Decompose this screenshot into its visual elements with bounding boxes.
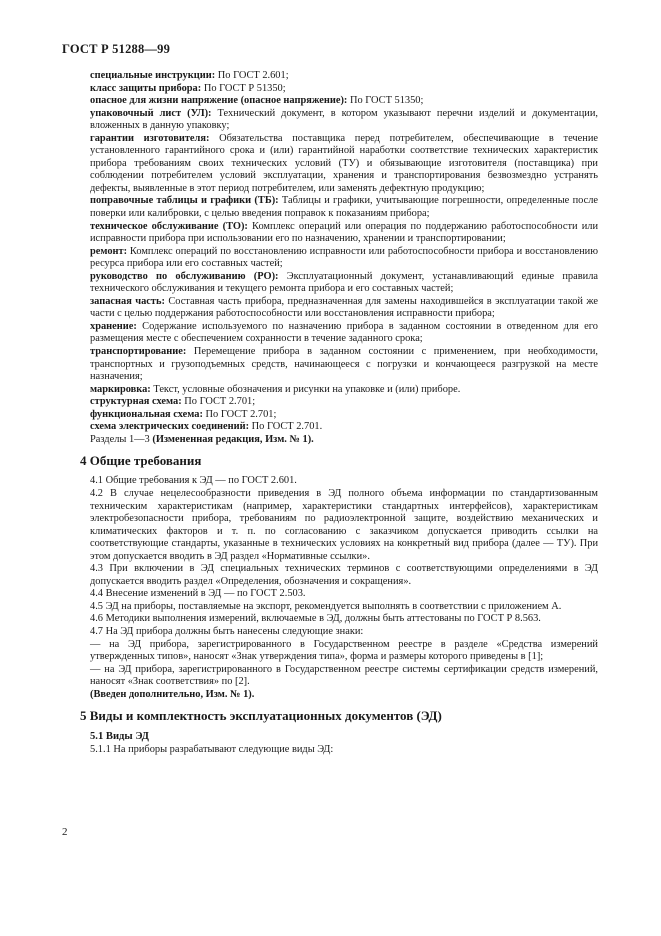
definition-text: Комплекс операций или операция по поддержанию работоспособности или исправности прибора при использовании его по назначению, хранении и транспортировании; [90,220,598,245]
section-4-paragraph: 4.1 Общие требования к ЭД — по ГОСТ 2.601. [90,475,297,487]
definition-text: Комплекс операций по восстановлению исправности или работоспособности прибора и восстановлению ресурса прибора или его составных частей; [90,245,598,270]
section-4-paragraph: 4.4 Внесение изменений в ЭД — по ГОСТ 2.503. [90,588,306,600]
definition-item [90,271,598,296]
definition-text: Эксплуатационный документ, устанавливающий единые правила технического обслуживания и текущего ремонта прибора и его составных частей; [90,270,598,295]
document-header: ГОСТ Р 51288—99 [62,42,171,56]
definition-text: По ГОСТ 2.701; [202,408,277,420]
section-4-note: (Введен дополнительно, Изм. № 1). [90,688,255,700]
definition-text: Составная часть прибора, предназначенная для замены находившейся в эксплуатации такой же части с целью поддержания работоспособности или восстановления исправности прибора; [90,295,598,320]
definition-text: Содержание используемого по назначению прибора в заданном состоянии в отведенном для его размещения месте с обеспечением сохранности в течение заданного срока; [90,320,598,345]
definition-text: По ГОСТ 2.701. [249,421,323,433]
definition-item [90,70,598,83]
document-body [80,70,599,757]
sections-note: Разделы 1—3 (Измененная редакция, Изм. № 1). [90,433,314,445]
section-4-paragraph: 4.7 На ЭД прибора должны быть нанесены следующие знаки: [90,625,364,637]
section-5-title: 5 Виды и комплектность эксплуатационных документов (ЭД) [80,708,442,724]
definition-term: упаковочный лист (УЛ): [90,107,212,119]
definition-item [90,95,598,108]
definition-text: По ГОСТ 51350; [347,95,424,107]
definition-item [90,246,598,271]
section-4-paragraph: — на ЭД прибора, зарегистрированного в Государственном реестре системы сертификации средств измерений, наносят «Знак соответствия» по [2]. [90,663,598,688]
definition-term: схема электрических соединений: [90,421,250,433]
definition-term: маркировка: [90,383,151,395]
definition-item [90,384,598,397]
definition-text: Технический документ, в котором указывают перечни изделий и документации, вложенных в данную упаковку; [90,107,598,132]
definition-item [90,296,598,321]
definition-term: структурная схема: [90,396,182,408]
definition-item [90,108,598,133]
definition-item [90,83,598,96]
definition-term: функциональная схема: [90,408,203,420]
definition-term: хранение: [90,320,137,332]
definition-text: По ГОСТ Р 51350; [201,82,286,94]
definition-text: Текст, условные обозначения и рисунки на упаковке и (или) приборе. [150,383,461,395]
definition-term: специальные инструкции: [90,70,216,81]
definition-item [90,221,598,246]
definition-item [90,321,598,346]
page-number: 2 [62,826,68,838]
definition-item [90,396,598,409]
definition-item [90,421,598,434]
definition-term: транспортирование: [90,346,187,358]
definition-text: Обязательства поставщика перед потребителем, обеспечивающие в течение установленного гарантийного срока и (или) гарантийной наработки соответствие технических характеристик прибора требованиям своих технических условий (ТУ) и обязывающие изготовителя (поставщика) при соблюдении потребителем условий эксплуатации, хранения и транспортирования безвозмездно устранять дефекты, выявленные в этот период потребителем, или заменять дефектную продукцию; [90,132,599,194]
definition-term: гарантии изготовителя: [90,132,210,144]
definition-term: техническое обслуживание (ТО): [90,220,248,232]
section-4-paragraph: 4.5 ЭД на приборы, поставляемые на экспорт, рекомендуется выполнять в соответствии с приложением А. [90,600,562,612]
section-4-paragraph: 4.6 Методики выполнения измерений, включаемые в ЭД, должны быть аттестованы по ГОСТ Р 8.563. [90,613,541,625]
definition-item [90,346,598,384]
definition-text: По ГОСТ 2.701; [181,396,256,408]
definition-term: запасная часть: [90,295,165,307]
section-4-title: 4 Общие требования [80,453,202,469]
section-4-paragraph: — на ЭД прибора, зарегистрированного в Государственном реестре в разделе «Средства измерений утвержденных типов», наносят «Знак утверждения типа», форма и размеры которого приведены в [1]; [90,638,598,663]
definition-item [90,195,598,220]
section-5-1-1: 5.1.1 На приборы разрабатывают следующие виды ЭД: [90,744,334,756]
definition-term: ремонт: [90,245,128,257]
definition-text: По ГОСТ 2.601; [215,70,289,81]
section-4-paragraph: 4.3 При включении в ЭД специальных технических терминов с соответствующими определениями в ЭД допускается вводить раздел «Определения, обозначения и сокращения». [90,563,598,587]
section-4-paragraph: 4.2 В случае нецелесообразности приведения в ЭД полного объема информации по стандартизованным техническим характеристикам (например, характеристики стандартных интерфейсов), характеристикам электробезопасности прибора, требованиям по радиоэлектронной защите, воздействию механических и климатических факторов и т. п. по согласованию с заказчиком допускается приводить ссылки на соответствующие стандарты, указанные в технических условиях на конкретный вид прибора (далее — ТУ). При этом допускается вводить в ЭД раздел «Нормативные ссылки». [90,487,598,562]
section-5-1-title: 5.1 Виды ЭД [90,731,149,743]
section-4-paragraphs [90,475,598,688]
definitions-list [90,70,598,434]
definition-text: Таблицы и графики, учитывающие погрешности, определенные после поверки или калибровки, с целью введения поправок к показаниям прибора; [90,195,599,220]
definition-term: класс защиты прибора: [90,82,202,94]
definition-term: поправочные таблицы и графики (ТБ): [90,195,279,207]
definition-item [90,409,598,422]
definition-text: Перемещение прибора в заданном состоянии с применением, при необходимости, транспортных и грузоподъемных средств, начинающееся с погрузки и кончающееся разгрузкой на месте назначения; [90,346,598,383]
definition-term: опасное для жизни напряжение (опасное напряжение): [90,95,348,107]
definition-item [90,133,598,196]
definition-term: руководство по обслуживанию (РО): [90,270,279,282]
